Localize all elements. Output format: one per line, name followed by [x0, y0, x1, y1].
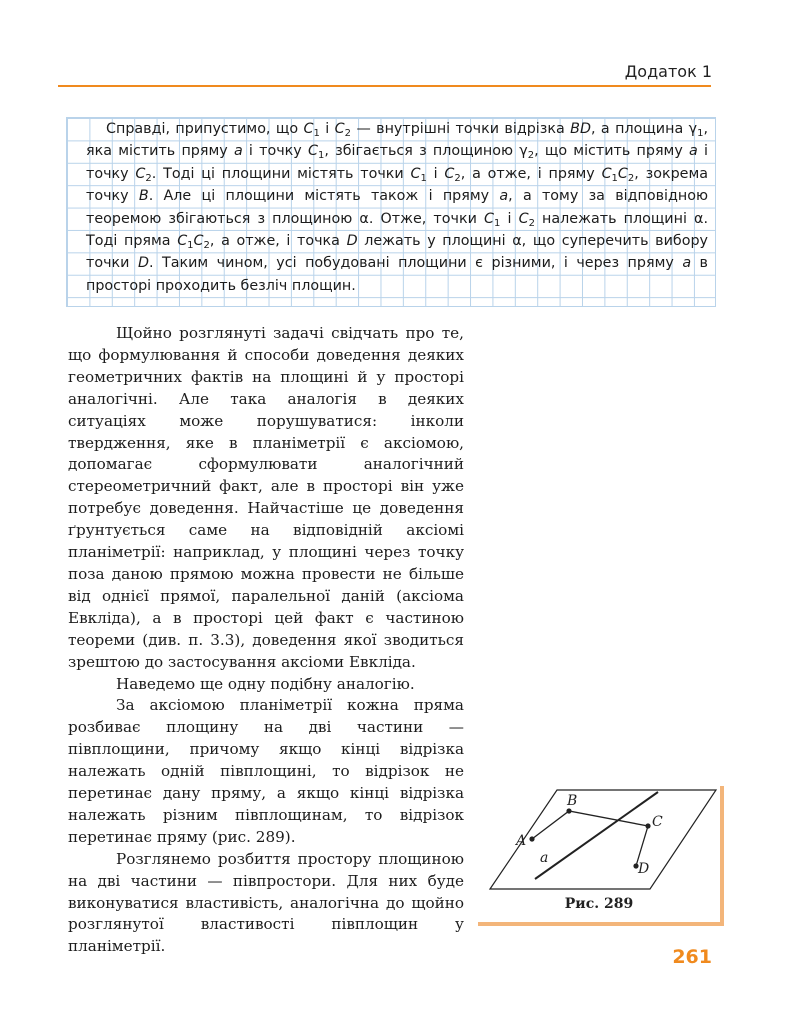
text-run: і — [500, 210, 519, 227]
math-symbol: C — [135, 165, 146, 182]
main-text — [68, 323, 464, 958]
math-symbol: C — [334, 121, 345, 137]
text-run: . Але ці площини містять також і пряму — [148, 188, 500, 205]
paragraph-half-planes: За аксіомою планіметрії кожна пряма розбиває площину на дві частини — півплощини, причому якщо кінці відрізка належать одній півплощині, то відрізок не перетинає дану пряму, а якщо кінці відрізка належать різним півплощинам, то відрізок перетинає пряму (рис. 289). — [68, 696, 464, 846]
header-rule — [58, 85, 711, 87]
math-symbol: a — [689, 143, 698, 160]
math-symbol: C — [307, 143, 318, 160]
math-symbol: a — [682, 255, 692, 272]
text-run: , яка містить пряму — [86, 121, 709, 160]
math-symbol: C — [444, 165, 455, 182]
text-run: і — [319, 121, 335, 137]
math-symbol: C — [177, 233, 188, 250]
text-run: Справді, припустимо, що — [106, 121, 304, 137]
broken-line-ABCD — [532, 811, 648, 866]
text-run: належать площині α. Тоді пряма — [86, 210, 709, 250]
subscript: 1 — [317, 150, 325, 162]
appendix-header: Додаток 1 — [624, 62, 712, 81]
label-B: B — [567, 793, 578, 809]
text-run: і точку — [242, 143, 308, 160]
subscript: 2 — [528, 217, 535, 229]
proof-paragraph — [86, 118, 708, 297]
math-symbol: C — [601, 165, 612, 182]
subscript: 2 — [203, 240, 210, 252]
text-run: — внутрішні точки відрізка — [351, 121, 571, 137]
figure-caption: Рис. 289 — [564, 896, 634, 912]
text-run: , а отже, і точка — [209, 233, 347, 250]
math-symbol: a — [499, 188, 509, 205]
text-run: в просторі проходить безліч площин. — [86, 255, 708, 294]
text-run: , а отже, і пряму — [460, 165, 602, 182]
point-C — [645, 823, 650, 828]
text-run: , збігається з площиною — [324, 143, 520, 160]
math-symbol: B — [138, 188, 149, 205]
math-symbol: C — [410, 165, 421, 182]
math-symbol: γ — [688, 121, 698, 137]
text-run: , а тому за відповідною теоремою збігаються з площиною α. Отже, точки — [86, 188, 708, 227]
text-run: , а площина — [590, 121, 689, 137]
paragraph-half-spaces: Розглянемо розбиття простору площиною на дві частини — півпростори. Для них буде виконуватися властивість, аналогічна до щойно розглянутої властивості півплощин у планіметрії. — [68, 849, 464, 956]
text-run: і — [426, 165, 445, 182]
subscript: 2 — [344, 128, 352, 139]
page-number: 261 — [672, 946, 712, 968]
label-a: a — [540, 850, 549, 866]
subscript: 2 — [527, 150, 535, 162]
subscript: 1 — [313, 128, 320, 139]
subscript: 1 — [420, 172, 427, 184]
subscript: 2 — [454, 172, 461, 184]
math-symbol: C — [303, 121, 314, 137]
subscript: 2 — [145, 172, 152, 184]
math-symbol: C — [193, 233, 204, 250]
subscript: 1 — [493, 217, 501, 229]
math-symbol: C — [484, 210, 494, 227]
subscript: 1 — [187, 240, 194, 252]
math-symbol: D — [346, 233, 358, 250]
point-B — [566, 808, 571, 813]
text-run: , що містить пряму — [534, 143, 690, 160]
math-symbol: C — [518, 210, 529, 227]
label-A: A — [516, 833, 527, 849]
text-run: . Тоді ці площини містять точки — [151, 165, 411, 182]
text-run: лежать у площині α, що суперечить вибору точки — [86, 233, 708, 272]
math-symbol: C — [617, 165, 628, 182]
paragraph-analogy: Щойно розглянуті задачі свідчать про те, що формулювання й способи доведення деяких геометричних фактів на площині й у просторі аналогічні. Але така аналогія в деяких ситуаціях може порушуватися: інколи твердження, яке в планіметрії є аксіомою, допомагає сформулювати аналогічний стереометричний факт, але в просторі він уже потребує доведення. Найчастіше це доведення ґрунтується саме на відповідній аксіомі планіметрії: наприклад, у площині через точку поза даною прямою можна провести не більше від однієї прямої, паралельної даній (аксіома Евкліда), а в просторі цей факт є частиною теореми (див. п. 3.3), доведення якої зводиться зрештою до застосування аксіоми Евкліда. — [68, 324, 464, 671]
subscript: 1 — [697, 128, 704, 139]
text-run: , зокрема точку — [86, 165, 709, 205]
label-D: D — [638, 861, 650, 877]
text-run: . Таким чином, усі побудовані площини є різними, і через пряму — [148, 255, 683, 272]
subscript: 1 — [611, 172, 618, 184]
subscript: 2 — [627, 172, 635, 184]
math-symbol: BD — [570, 121, 591, 137]
text-run: і точку — [86, 143, 708, 182]
math-symbol: D — [137, 255, 149, 272]
point-A — [529, 836, 534, 841]
math-symbol: a — [233, 143, 243, 160]
math-symbol: γ — [519, 143, 528, 160]
label-C: C — [652, 814, 663, 830]
paragraph-another-analogy: Наведемо ще одну подібну аналогію. — [116, 674, 415, 693]
